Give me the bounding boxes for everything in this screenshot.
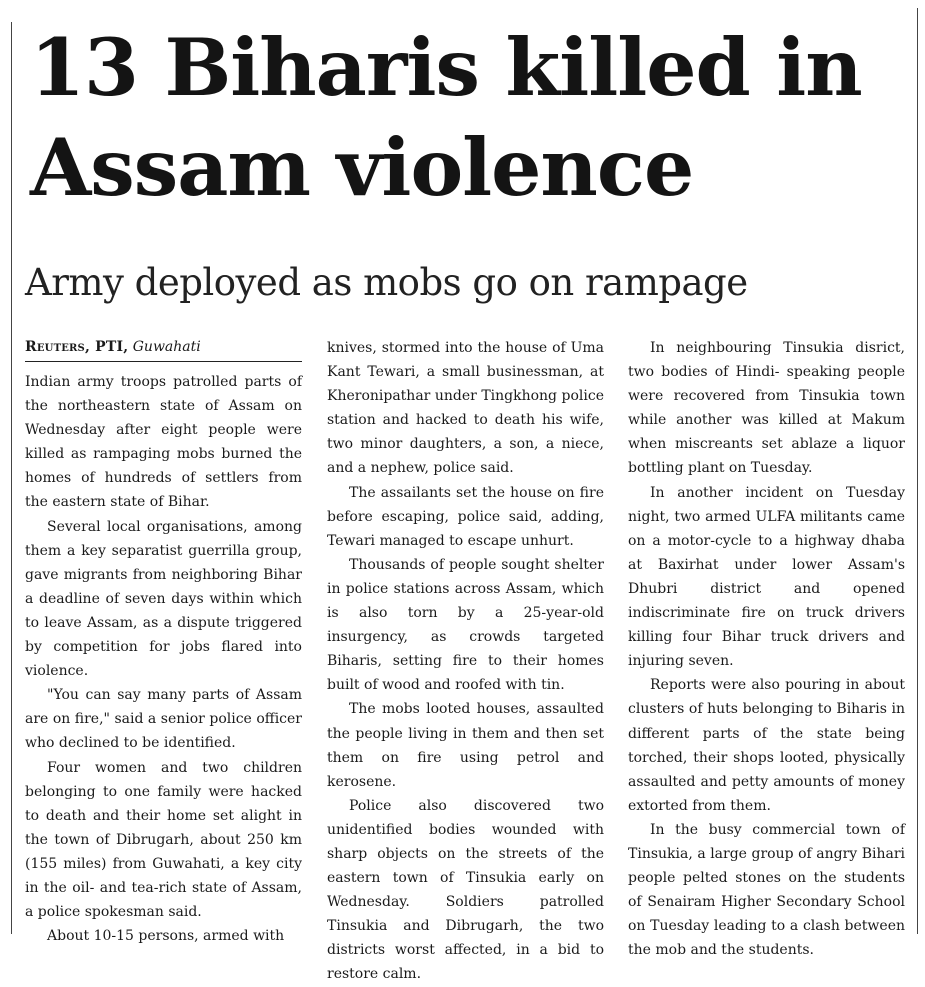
article-column-2 bbox=[327, 336, 604, 987]
article-paragraph: Reports were also pouring in about clusters of huts belonging to Biharis in different parts of the state being torched, their shops looted, physically assaulted and petty amounts of money extorted from them. bbox=[628, 677, 905, 814]
article-column-1 bbox=[25, 336, 302, 948]
article-paragraph: Thousands of people sought shelter in police stations across Assam, which is also torn by a 25-year-old insurgency, as crowds targeted Biharis, setting fire to their homes built of wood and roofed with tin. bbox=[327, 556, 604, 694]
byline-location: Guwahati bbox=[132, 339, 201, 355]
article-paragraph: Indian army troops patrolled parts of the northeastern state of Assam on Wednesday after eight people were killed as rampaging mobs burned the homes of hundreds of settlers from the eastern state of Bihar. bbox=[25, 374, 302, 511]
article-paragraph: In neighbouring Tinsukia disrict, two bodies of Hindi- speaking people were recovered from Tinsukia town while another was killed at Makum when miscreants set ablaze a liquor bottling plant on Tuesday. bbox=[628, 340, 905, 477]
article-paragraph: The mobs looted houses, assaulted the people living in them and then set them on fire using petrol and kerosene. bbox=[327, 701, 604, 790]
article-paragraph: In the busy commercial town of Tinsukia, a large group of angry Bihari people pelted stones on the students of Senairam Higher Secondary School on Tuesday leading to a clash between the mob and the students. bbox=[628, 821, 905, 959]
article-column-3 bbox=[628, 336, 905, 962]
article-paragraph: "You can say many parts of Assam are on fire," said a senior police officer who declined to be identified. bbox=[25, 687, 302, 752]
byline-agency: Reuters, PTI, bbox=[25, 339, 129, 355]
headline-line-1: 13 Biharis killed in bbox=[30, 21, 862, 114]
article-paragraph: Four women and two children belonging to one family were hacked to death and their home set alight in the town of Dibrugarh, about 250 km (155 miles) from Guwahati, a key city in the oil- and tea-rich state of Assam, a police spokesman said. bbox=[25, 759, 302, 921]
article-paragraph: The assailants set the house on fire before escaping, police said, adding, Tewari managed to escape unhurt. bbox=[327, 484, 604, 549]
subheadline: Army deployed as mobs go on rampage bbox=[25, 261, 748, 304]
byline bbox=[25, 336, 302, 362]
headline bbox=[30, 18, 910, 218]
article-paragraph: About 10-15 persons, armed with bbox=[47, 928, 285, 945]
article-paragraph: knives, stormed into the house of Uma Kant Tewari, a small businessman, at Kheronipathar under Tingkhong police station and hacked to death his wife, two minor daughters, a son, a niece, and a nephew, police said. bbox=[327, 340, 604, 477]
right-column-rule bbox=[917, 8, 918, 934]
article-paragraph: Several local organisations, among them a key separatist guerrilla group, gave migrants from neighboring Bihar a deadline of seven days within which to leave Assam, as a dispute triggered by competition for jobs flared into violence. bbox=[25, 518, 302, 680]
article-paragraph: In another incident on Tuesday night, two armed ULFA militants came on a motor-cycle to a highway dhaba at Baxirhat under lower Assam's Dhubri district and opened indiscriminate fire on truck drivers killing four Bihar truck drivers and injuring seven. bbox=[628, 484, 905, 670]
headline-line-2: Assam violence bbox=[30, 121, 694, 214]
article-paragraph: Police also discovered two unidentified bodies wounded with sharp objects on the streets of the eastern town of Tinsukia early on Wednesday. Soldiers patrolled Tinsukia and Dibrugarh, the two districts worst affected, in a bid to restore calm. bbox=[327, 797, 604, 983]
left-column-rule bbox=[11, 22, 12, 934]
